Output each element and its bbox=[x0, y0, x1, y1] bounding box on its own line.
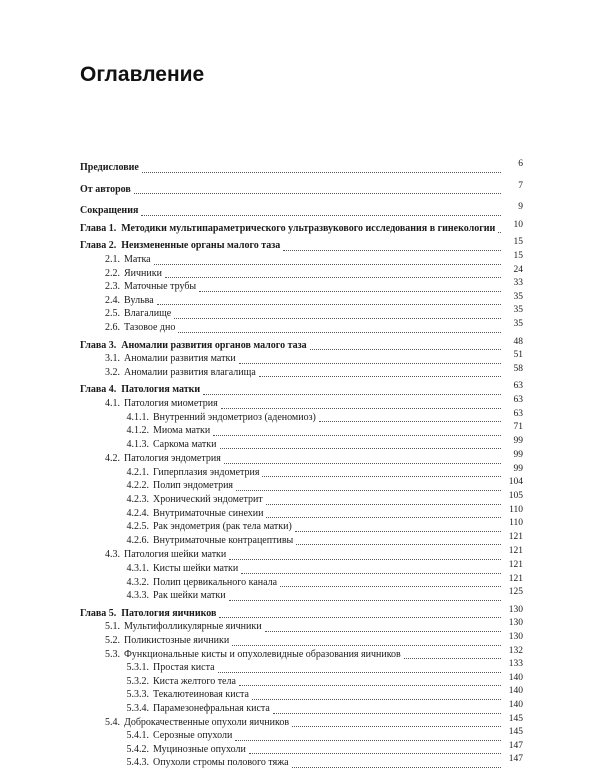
toc-entry-number: 2.1. bbox=[105, 253, 120, 265]
toc-entry-label bbox=[121, 661, 215, 675]
toc-entry-text: Сокращения bbox=[80, 205, 139, 217]
dot-leader bbox=[174, 304, 501, 319]
dot-leader bbox=[235, 726, 501, 741]
toc-entry-text: Патология яичников bbox=[121, 607, 217, 619]
dot-leader bbox=[141, 201, 501, 216]
toc-entry-number: 4.3.3. bbox=[126, 590, 149, 602]
toc-entry-number: 5.3. bbox=[105, 648, 120, 660]
toc-entry-label bbox=[101, 267, 162, 281]
toc-entry-page-number: 121 bbox=[508, 573, 523, 584]
dot-leader bbox=[236, 476, 501, 491]
toc-entry-page-number: 130 bbox=[508, 604, 523, 615]
toc-entry-text: Кисты шейки матки bbox=[153, 563, 239, 575]
dot-leader bbox=[165, 264, 501, 279]
toc-entry-text: Саркома матки bbox=[153, 438, 217, 450]
toc-entry-text: Патология эндометрия bbox=[124, 453, 221, 465]
dot-leader bbox=[218, 658, 501, 673]
toc-entry-number: 2.4. bbox=[105, 294, 120, 306]
dot-leader bbox=[199, 277, 501, 292]
toc-entry-text: Гиперплазия эндометрия bbox=[153, 466, 260, 478]
toc-entry-label bbox=[121, 675, 236, 689]
toc-entry-number: 4.2.5. bbox=[126, 521, 149, 533]
toc-entry-number: 5.3.1. bbox=[126, 662, 149, 674]
toc-entry-label bbox=[101, 452, 221, 466]
toc-entry-page-number: 147 bbox=[508, 740, 523, 751]
toc-entry-label bbox=[101, 366, 256, 380]
toc-entry-label bbox=[80, 161, 139, 175]
toc-entry-number: Глава 1. bbox=[80, 222, 117, 234]
toc-entry-number: 4.1.3. bbox=[126, 438, 149, 450]
toc-entry-page-number: 140 bbox=[508, 686, 523, 697]
toc-entry-label bbox=[121, 589, 226, 603]
toc-entry-page-number: 35 bbox=[513, 305, 523, 316]
dot-leader bbox=[232, 631, 501, 646]
toc-entry-text: Киста желтого тела bbox=[153, 675, 236, 687]
toc-entry-page-number: 63 bbox=[513, 408, 523, 419]
toc-entry-label bbox=[121, 702, 270, 716]
dot-leader bbox=[213, 421, 501, 436]
toc-entry[interactable] bbox=[80, 589, 523, 603]
toc-entry-label bbox=[101, 294, 154, 308]
toc-entry-page-number: 15 bbox=[513, 250, 523, 261]
toc-entry-number: 5.3.3. bbox=[126, 689, 149, 701]
toc-entry-label bbox=[121, 729, 232, 743]
toc-entry-page-number: 24 bbox=[513, 264, 523, 275]
dot-leader bbox=[498, 219, 501, 234]
toc-entry-text: Патология миометрия bbox=[124, 397, 218, 409]
toc-entry-text: Муцинозные опухоли bbox=[153, 743, 246, 755]
dot-leader bbox=[273, 699, 501, 714]
toc-entry-label bbox=[121, 424, 210, 438]
toc-entry-number: 5.3.4. bbox=[126, 702, 149, 714]
dot-leader bbox=[296, 531, 501, 546]
toc-entry-number: Глава 3. bbox=[80, 339, 117, 351]
toc-entry-text: Рак эндометрия (рак тела матки) bbox=[153, 521, 292, 533]
dot-leader bbox=[157, 291, 501, 306]
toc-entry-number: 5.2. bbox=[105, 635, 120, 646]
dot-leader bbox=[265, 617, 501, 632]
toc-entry-text: Серозные опухоли bbox=[153, 730, 233, 742]
toc-entry-page-number: 35 bbox=[513, 318, 523, 329]
toc-entry-label bbox=[80, 383, 200, 397]
dot-leader bbox=[295, 517, 501, 532]
toc-entry-label bbox=[101, 397, 218, 411]
toc-entry-text: Простая киста bbox=[153, 662, 215, 674]
toc-entry[interactable] bbox=[80, 180, 523, 197]
toc-entry-page-number: 110 bbox=[509, 504, 523, 515]
toc-entry[interactable] bbox=[80, 161, 523, 175]
toc-entry-text: Полип цервикального канала bbox=[153, 576, 278, 588]
toc-entry-text: Полип эндометрия bbox=[153, 480, 234, 492]
toc-entry-page-number: 145 bbox=[508, 713, 523, 724]
toc-entry-number: 2.6. bbox=[105, 321, 120, 333]
toc-entry-number: Глава 5. bbox=[80, 607, 117, 619]
dot-leader bbox=[252, 685, 501, 700]
dot-leader bbox=[134, 180, 501, 195]
toc-entry-page-number: 121 bbox=[508, 560, 523, 571]
dot-leader bbox=[310, 336, 501, 351]
toc-entry-text: Доброкачественные опухоли яичников bbox=[124, 716, 290, 728]
toc-entry-page-number: 58 bbox=[513, 363, 523, 374]
toc-entry-text: Миома матки bbox=[153, 425, 211, 437]
toc-entry-number: 4.1.2. bbox=[126, 425, 149, 437]
toc-entry-page-number: 48 bbox=[513, 336, 523, 347]
toc-entry-number: Глава 4. bbox=[80, 384, 117, 396]
toc-entry-page-number: 147 bbox=[508, 754, 523, 765]
page-title: Оглавление bbox=[80, 63, 205, 86]
toc-entry-label bbox=[80, 204, 138, 218]
toc-entry-page-number: 10 bbox=[513, 219, 523, 230]
toc-entry-number: 4.1. bbox=[105, 397, 120, 409]
toc-entry-label bbox=[121, 493, 263, 507]
toc-entry-label bbox=[121, 438, 217, 452]
dot-leader bbox=[283, 236, 501, 251]
toc-entry-text: От авторов bbox=[80, 183, 131, 195]
dot-leader bbox=[404, 645, 501, 660]
toc-entry-number: 4.2.2. bbox=[126, 480, 149, 492]
toc-entry-label bbox=[101, 253, 151, 267]
toc-entry-number: 4.2.6. bbox=[126, 534, 149, 546]
toc-entry-page-number: 105 bbox=[508, 491, 523, 502]
toc-entry-text: Текалютеиновая киста bbox=[153, 689, 249, 701]
toc-entry-text: Предисловие bbox=[80, 162, 139, 173]
toc-entry-page-number: 15 bbox=[513, 237, 523, 248]
dot-leader bbox=[266, 490, 501, 505]
toc-entry-label bbox=[101, 307, 171, 321]
toc-entry-number: 5.4.2. bbox=[126, 743, 149, 755]
toc-entry-page-number: 35 bbox=[513, 291, 523, 302]
toc-entry-page-number: 140 bbox=[508, 699, 523, 710]
toc-entry-label bbox=[121, 688, 249, 702]
toc-entry-text: Внутренний эндометриоз (аденомиоз) bbox=[153, 411, 316, 423]
toc-entry-page-number: 51 bbox=[513, 350, 523, 361]
dot-leader bbox=[239, 349, 501, 364]
table-of-contents bbox=[80, 153, 523, 770]
dot-leader bbox=[221, 394, 501, 409]
toc-entry[interactable] bbox=[80, 363, 523, 380]
dot-leader bbox=[154, 250, 501, 265]
toc-entry-page-number: 125 bbox=[508, 587, 523, 598]
toc-entry-text: Функциональные кисты и опухолевидные образования яичников bbox=[124, 648, 401, 660]
toc-entry-page-number: 121 bbox=[508, 546, 523, 557]
toc-entry-text: Хронический эндометрит bbox=[153, 494, 263, 506]
toc-entry-number: 4.3.1. bbox=[126, 563, 149, 575]
toc-entry-text: Тазовое дно bbox=[124, 321, 176, 333]
toc-entry-label bbox=[121, 562, 238, 576]
toc-entry-text: Поликистозные яичники bbox=[124, 635, 230, 646]
toc-entry-text: Методики мультипараметрического ультразвукового исследования в гинекологии bbox=[121, 222, 496, 234]
toc-entry-number: 4.2. bbox=[105, 453, 120, 465]
toc-entry-text: Яичники bbox=[124, 267, 162, 279]
toc-entry-number: 5.4.1. bbox=[126, 730, 149, 742]
dot-leader bbox=[292, 713, 501, 728]
toc-entry-number: 5.4. bbox=[105, 716, 120, 728]
toc-entry-label bbox=[80, 607, 216, 621]
toc-entry-page-number: 104 bbox=[508, 477, 523, 488]
dot-leader bbox=[229, 545, 501, 560]
toc-entry-text: Вульва bbox=[124, 294, 154, 306]
toc-entry-page-number: 145 bbox=[508, 727, 523, 738]
dot-leader bbox=[220, 435, 501, 450]
toc-entry-number: 4.2.1. bbox=[126, 466, 149, 478]
toc-entry-text: Аномалии развития матки bbox=[124, 353, 236, 365]
toc-entry-page-number: 110 bbox=[509, 518, 523, 529]
toc-entry-label bbox=[121, 507, 263, 521]
toc-entry-label bbox=[101, 634, 229, 648]
toc-entry-number: 4.3. bbox=[105, 549, 120, 561]
toc-entry[interactable] bbox=[80, 204, 523, 218]
dot-leader bbox=[241, 559, 501, 574]
toc-entry-number: 5.4.3. bbox=[126, 757, 149, 769]
toc-entry[interactable] bbox=[80, 756, 523, 770]
toc-entry-page-number: 132 bbox=[508, 645, 523, 656]
dot-leader bbox=[219, 604, 501, 619]
dot-leader bbox=[249, 740, 501, 755]
toc-entry-text: Парамезонефральная киста bbox=[153, 702, 270, 714]
toc-entry-page-number: 71 bbox=[513, 422, 523, 433]
toc-entry-number: 3.1. bbox=[105, 353, 120, 365]
toc-entry-label bbox=[121, 756, 289, 770]
dot-leader bbox=[239, 672, 501, 687]
dot-leader bbox=[178, 318, 501, 333]
toc-entry-page-number: 9 bbox=[518, 202, 523, 213]
toc-entry-page-number: 130 bbox=[508, 632, 523, 642]
toc-entry-text: Внутриматочные синехии bbox=[153, 507, 264, 519]
toc-entry-label bbox=[101, 548, 226, 562]
dot-leader bbox=[266, 504, 501, 519]
toc-entry-text: Аномалии развития влагалища bbox=[124, 366, 256, 378]
dot-leader bbox=[224, 449, 501, 464]
toc-entry-number: 5.3.2. bbox=[126, 675, 149, 687]
toc-entry-number: 3.2. bbox=[105, 366, 120, 378]
dot-leader bbox=[203, 380, 501, 395]
toc-entry-number: 4.2.3. bbox=[126, 494, 149, 506]
toc-entry-number: 4.2.4. bbox=[126, 507, 149, 519]
toc-entry-page-number: 6 bbox=[518, 159, 523, 169]
dot-leader bbox=[262, 463, 501, 478]
toc-entry-number: 2.5. bbox=[105, 308, 120, 320]
toc-entry-page-number: 63 bbox=[513, 394, 523, 405]
toc-entry-page-number: 99 bbox=[513, 463, 523, 474]
toc-entry-page-number: 7 bbox=[518, 180, 523, 191]
dot-leader bbox=[292, 753, 501, 768]
toc-entry-label bbox=[121, 479, 233, 493]
toc-entry-page-number: 133 bbox=[508, 659, 523, 670]
dot-leader bbox=[229, 586, 501, 601]
toc-entry-number: 2.3. bbox=[105, 281, 120, 293]
toc-entry[interactable] bbox=[80, 219, 523, 236]
toc-entry-page-number: 33 bbox=[513, 278, 523, 289]
toc-entry-label bbox=[80, 222, 495, 236]
toc-entry-number: 4.1.1. bbox=[126, 411, 149, 423]
toc-entry-page-number: 99 bbox=[513, 435, 523, 446]
toc-entry-page-number: 121 bbox=[508, 531, 523, 542]
toc-entry-number: Глава 2. bbox=[80, 240, 117, 252]
toc-entry-label bbox=[101, 352, 236, 366]
toc-entry-page-number: 140 bbox=[508, 672, 523, 683]
toc-entry-text: Патология матки bbox=[121, 384, 201, 396]
toc-entry-text: Патология шейки матки bbox=[124, 549, 227, 561]
toc-entry-label bbox=[101, 321, 175, 335]
toc-entry-text: Неизмененные органы малого таза bbox=[121, 240, 281, 252]
toc-entry-text: Мультифолликулярные яичники bbox=[124, 621, 262, 633]
dot-leader bbox=[259, 363, 501, 378]
toc-entry-text: Матка bbox=[124, 253, 151, 265]
dot-leader bbox=[280, 573, 501, 588]
dot-leader bbox=[319, 408, 501, 423]
toc-entry-number: 4.3.2. bbox=[126, 576, 149, 588]
toc-entry-text: Опухоли стромы полового тяжа bbox=[153, 757, 289, 769]
toc-entry-text: Рак шейки матки bbox=[153, 590, 226, 602]
toc-entry-page-number: 130 bbox=[508, 618, 523, 629]
toc-entry-page-number: 63 bbox=[513, 381, 523, 392]
toc-entry-number: 5.1. bbox=[105, 621, 120, 633]
toc-entry-label bbox=[80, 183, 131, 197]
toc-entry-number: 2.2. bbox=[105, 267, 120, 279]
toc-entry-label bbox=[121, 520, 292, 534]
toc-entry-text: Маточные трубы bbox=[124, 281, 197, 293]
toc-entry-page-number: 99 bbox=[513, 450, 523, 461]
toc-entry-text: Аномалии развития органов малого таза bbox=[121, 339, 307, 351]
toc-entry-text: Влагалище bbox=[124, 308, 172, 320]
toc-entry-text: Внутриматочные контрацептивы bbox=[153, 534, 294, 546]
dot-leader bbox=[142, 158, 501, 173]
toc-entry[interactable] bbox=[80, 318, 523, 335]
